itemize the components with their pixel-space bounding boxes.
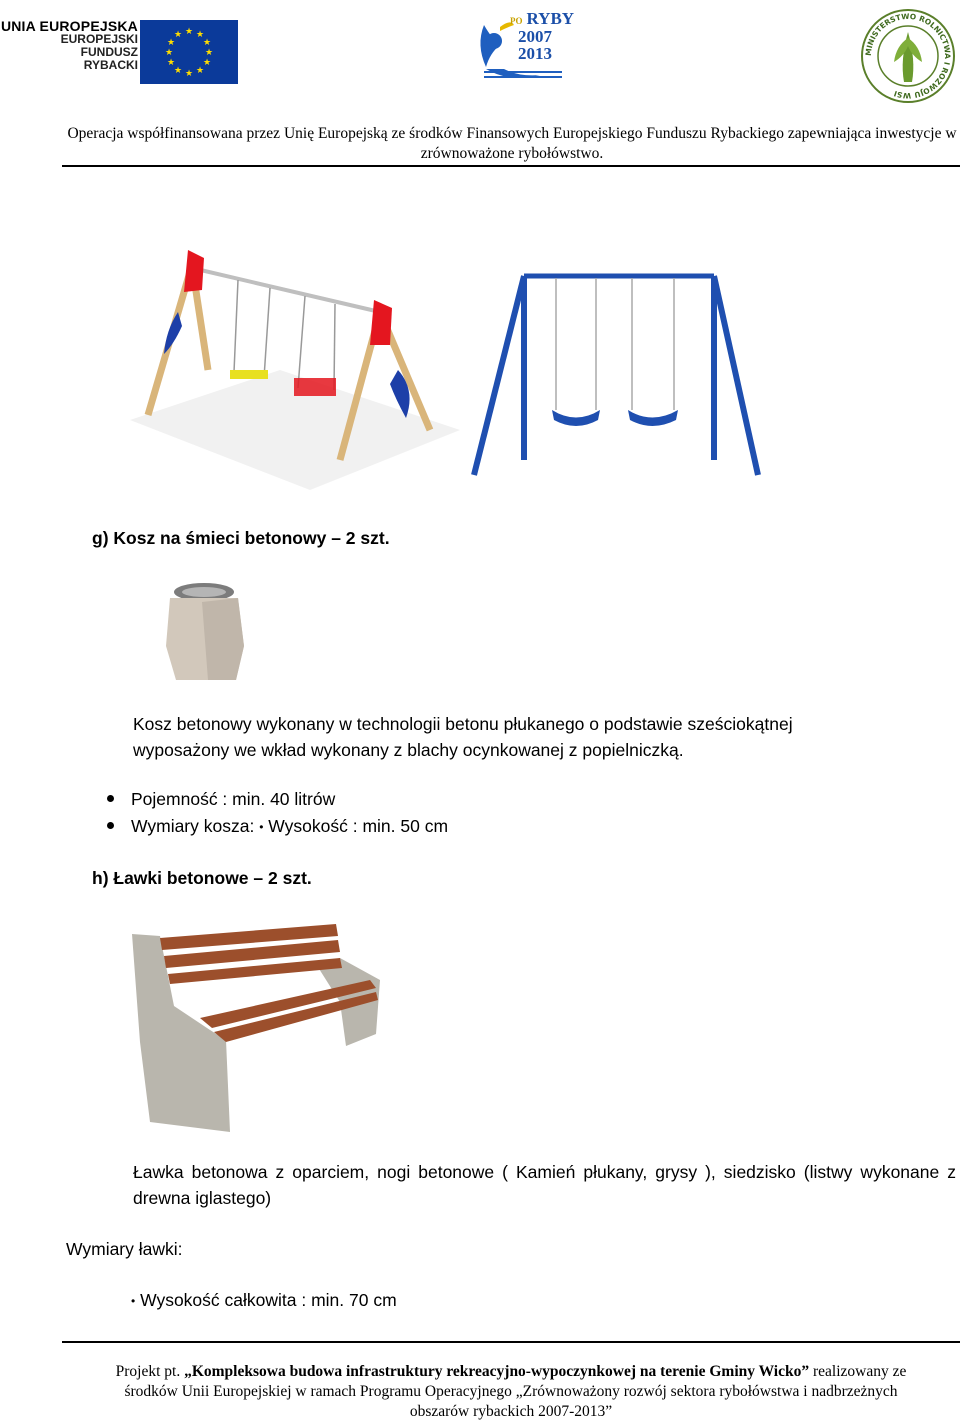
bin-capacity-text: Pojemność : min. 40 litrów	[131, 789, 336, 809]
svg-text:★: ★	[166, 38, 176, 48]
bench-description: Ławka betonowa z oparciem, nogi betonowe ( Kamień płukany, grysy ), siedzisko (listwy wykonane z drewna iglastego)	[133, 1162, 956, 1208]
svg-text:★: ★	[202, 38, 212, 48]
bullet-icon	[107, 795, 114, 802]
eu-logo-text	[0, 20, 138, 72]
svg-text:★: ★	[164, 48, 174, 58]
po-ryby-2007: 2007	[518, 27, 552, 46]
project-footer	[62, 1362, 960, 1422]
footer-prefix: Projekt pt.	[115, 1363, 185, 1380]
eu-logo-line1: UNIA EUROPEJSKA	[0, 18, 138, 34]
bin-dimensions-item	[107, 813, 448, 841]
bin-description: Kosz betonowy wykonany w technologii betonu płukanego o podstawie sześciokątnej wyposażony we wkład wykonany z blachy ocynkowanej z popielniczką.	[133, 714, 793, 760]
bullet-icon	[107, 822, 114, 829]
cofinancing-note: Operacja współfinansowana przez Unię Europejską ze środków Finansowych Europejskiego Funduszu Rybackiego zapewniająca inwestycje w zrównoważone rybołówstwo.	[67, 125, 957, 162]
eu-logo-line4: RYBACKI	[83, 58, 138, 72]
svg-text:★: ★	[204, 48, 214, 58]
footer-line1	[62, 1362, 960, 1382]
bench-dimensions-label: Wymiary ławki:	[66, 1239, 183, 1259]
wooden-swing-image	[130, 250, 460, 500]
eu-flag-icon	[140, 20, 238, 84]
po-ryby-logo	[470, 5, 580, 93]
ministry-seal	[860, 8, 956, 104]
concrete-bin-image	[162, 580, 262, 684]
bin-dimensions-label: Wymiary kosza:	[131, 816, 255, 836]
footer-suffix: realizowany ze	[809, 1363, 907, 1380]
eu-logo-line2: EUROPEJSKI	[60, 32, 138, 46]
po-ryby-ryby: RYBY	[526, 9, 575, 28]
bin-capacity-item	[107, 786, 335, 813]
svg-text:★: ★	[195, 66, 205, 76]
bench-height-text: Wysokość całkowita : min. 70 cm	[140, 1290, 397, 1310]
footer-line2: środków Unii Europejskiej w ramach Programu Operacyjnego „Zrównoważony rozwój sektora rybołówstwa i nadbrzeżnych	[124, 1383, 898, 1400]
svg-text:★: ★	[173, 66, 183, 76]
svg-text:★: ★	[184, 69, 194, 79]
svg-text:★: ★	[195, 30, 205, 40]
svg-text:★: ★	[184, 27, 194, 37]
bench-height-item	[131, 1287, 397, 1315]
inline-bullet-icon: •	[259, 819, 264, 834]
eu-logo-line3: FUNDUSZ	[80, 45, 138, 59]
section-g-title: g) Kosz na śmieci betonowy – 2 szt.	[92, 528, 390, 548]
po-ryby-2013: 2013	[518, 44, 552, 63]
svg-text:★: ★	[202, 58, 212, 68]
footer-divider	[62, 1341, 960, 1343]
footer-line3: obszarów rybackich 2007-2013”	[409, 1403, 613, 1420]
svg-text:★: ★	[166, 58, 176, 68]
bin-height-text: Wysokość : min. 50 cm	[268, 816, 449, 836]
concrete-bench-image	[130, 922, 390, 1132]
inline-bullet-icon: •	[131, 1293, 136, 1308]
svg-text:★: ★	[173, 30, 183, 40]
footer-project-title: „Kompleksowa budowa infrastruktury rekreacyjno-wypoczynkowej na terenie Gminy Wicko”	[184, 1363, 810, 1380]
po-ryby-po: PO	[510, 16, 523, 26]
header-divider	[62, 165, 960, 167]
metal-swing-image	[468, 260, 768, 480]
ministry-seal-text: MINISTERSTWO ROLNICTWA I ROZWOJU WSI	[863, 11, 953, 101]
section-h-title: h) Ławki betonowe – 2 szt.	[92, 868, 312, 888]
